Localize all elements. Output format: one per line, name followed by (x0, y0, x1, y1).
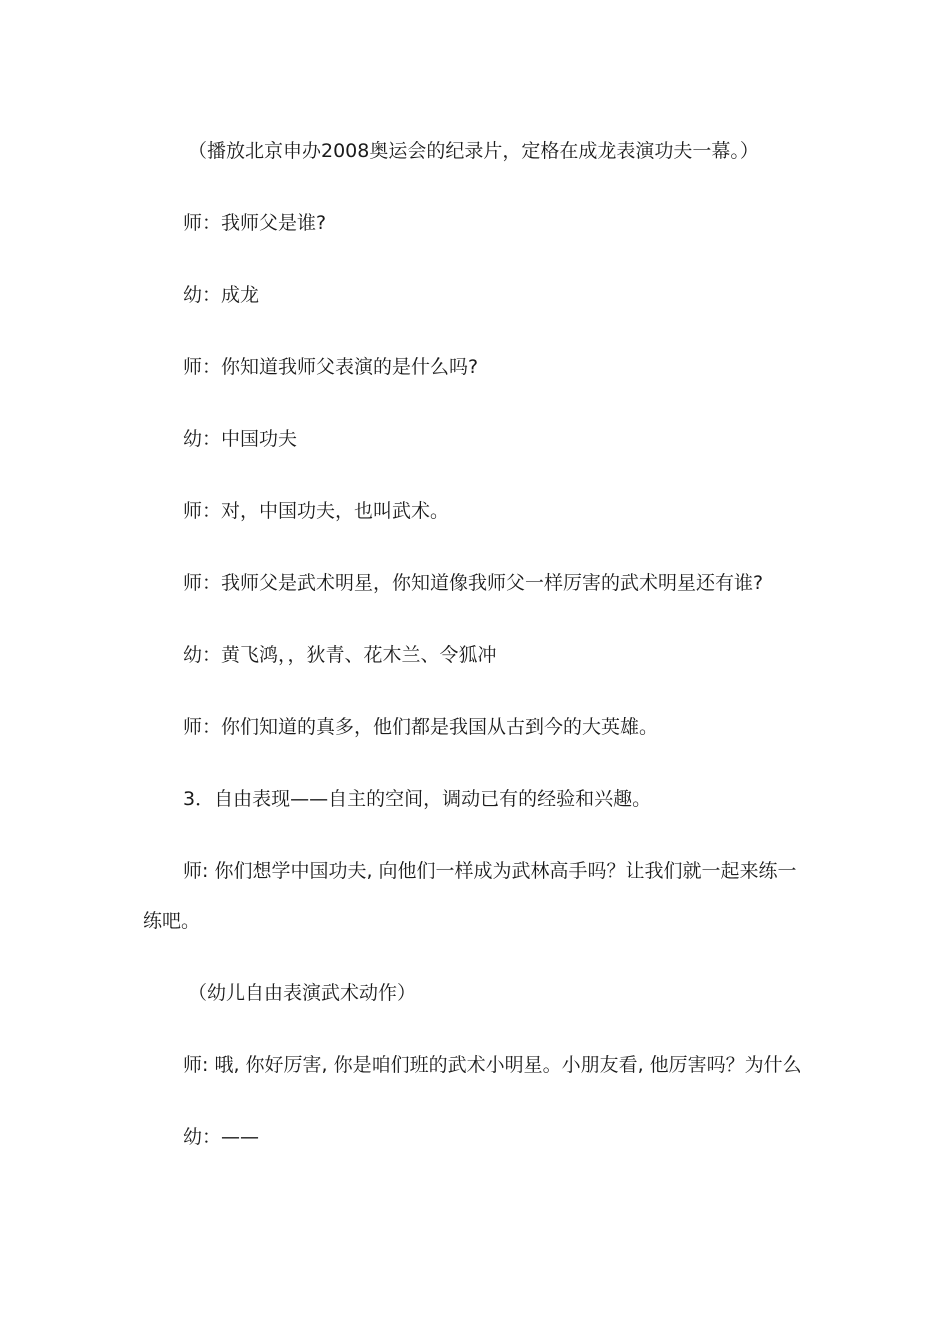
paragraph-children-activity-note: （幼儿自由表演武术动作） (188, 982, 417, 1004)
paragraph-teacher-question-1: 师：我师父是谁? (183, 212, 327, 234)
paragraph-teacher-invitation-continued: 练吧。 (143, 910, 201, 932)
paragraph-teacher-praise: 师: 哦, 你好厉害, 你是咱们班的武术小明星。小朋友看, 他厉害吗？为什么 (183, 1054, 802, 1076)
paragraph-teacher-question-2: 师：你知道我师父表演的是什么吗? (183, 356, 479, 378)
paragraph-teacher-question-3: 师：我师父是武术明星，你知道像我师父一样厉害的武术明星还有谁? (183, 572, 764, 594)
paragraph-child-answer-1: 幼：成龙 (183, 284, 260, 306)
paragraph-documentary-note: （播放北京申办2008奥运会的纪录片，定格在成龙表演功夫一幕。） (188, 140, 759, 162)
paragraph-teacher-statement-1: 师：对，中国功夫，也叫武术。 (183, 500, 450, 522)
paragraph-child-answer-3: 幼：黄飞鸿，，狄青、花木兰、令狐冲 (183, 644, 497, 666)
paragraph-teacher-statement-2: 师：你们知道的真多，他们都是我国从古到今的大英雄。 (183, 716, 659, 738)
paragraph-section-heading: 3．自由表现——自主的空间，调动已有的经验和兴趣。 (183, 788, 652, 810)
paragraph-child-answer-2: 幼：中国功夫 (183, 428, 298, 450)
paragraph-teacher-invitation: 师: 你们想学中国功夫, 向他们一样成为武林高手吗？让我们就一起来练一 (183, 860, 797, 882)
paragraph-child-answer-4: 幼：—— (183, 1126, 260, 1148)
